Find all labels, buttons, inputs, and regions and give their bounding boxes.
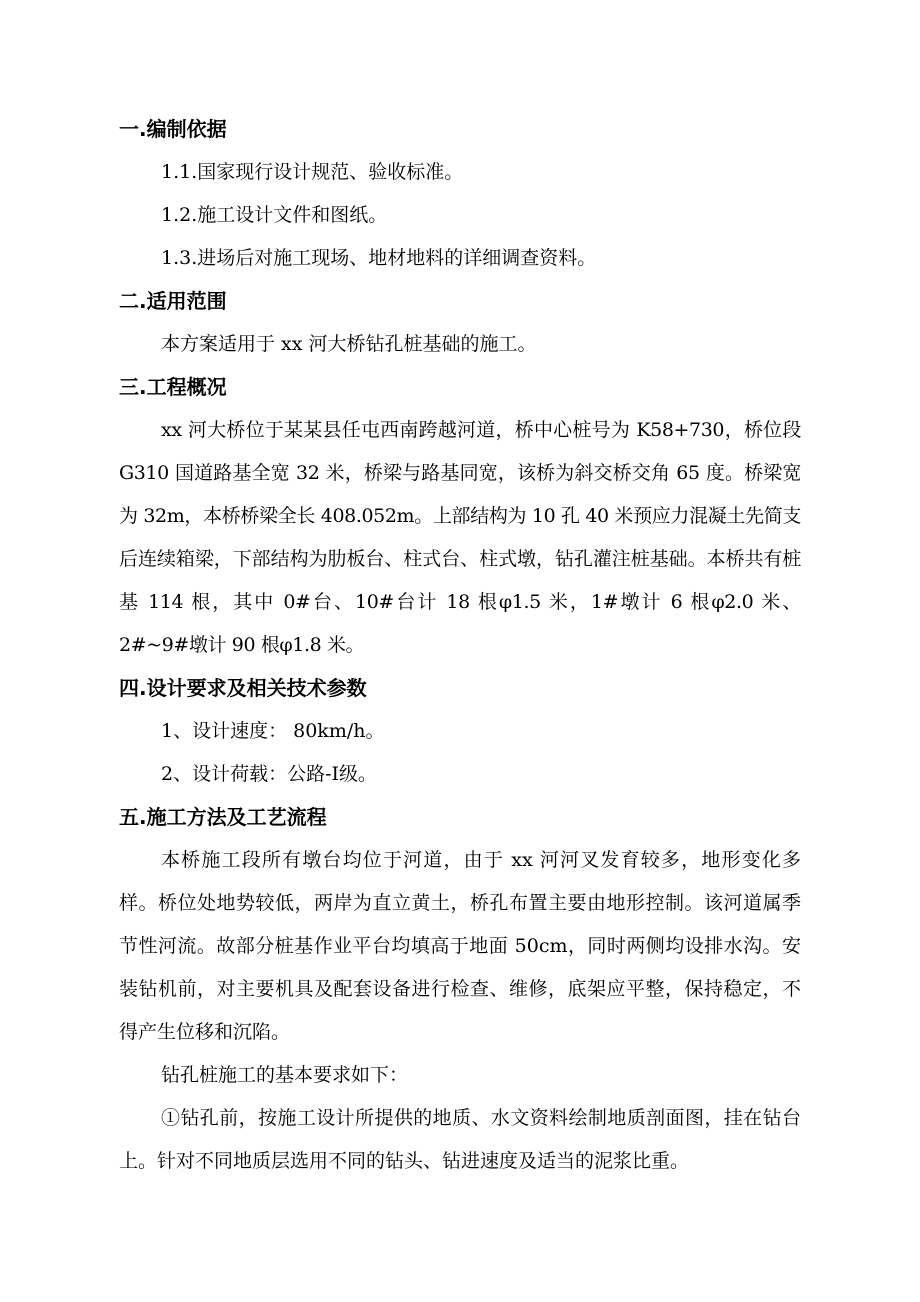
section-heading-scope: 二.适用范围 [119, 289, 227, 313]
section-heading-basis: 一.编制依据 [119, 117, 227, 141]
section-heading-construction-method: 五.施工方法及工艺流程 [119, 805, 327, 829]
paragraph: 钻孔桩施工的基本要求如下： [161, 1064, 409, 1086]
section-heading-design-requirements: 四.设计要求及相关技术参数 [119, 676, 367, 700]
paragraph: ①钻孔前，按施工设计所提供的地质、水文资料绘制地质剖面图，挂在钻台上。针对不同地质层选用不同的钻头、钻进速度及适当的泥浆比重。 [119, 1107, 801, 1172]
list-item: 1.3.进场后对施工现场、地材地料的详细调查资料。 [161, 247, 597, 269]
list-item: 2、设计荷载：公路-Ⅰ级。 [161, 763, 378, 785]
document-body [119, 108, 801, 1183]
list-item: 1、设计速度： 80km/h。 [161, 720, 385, 742]
list-item: 1.1.国家现行设计规范、验收标准。 [161, 161, 464, 183]
paragraph: 本方案适用于 xx 河大桥钻孔桩基础的施工。 [161, 333, 537, 355]
paragraph: 本桥施工段所有墩台均位于河道，由于 xx 河河叉发育较多，地形变化多样。桥位处地势较低，两岸为直立黄土，桥孔布置主要由地形控制。该河道属季节性河流。故部分桩基作业平台均填高于地面 50cm，同时两侧均设排水沟。安装钻机前，对主要机具及配套设备进行检查、维修，底架应平整，保持稳定，不得产生位移和沉陷。 [119, 849, 801, 1043]
paragraph: xx 河大桥位于某某县任屯西南跨越河道，桥中心桩号为 K58+730，桥位段 G310 国道路基全宽 32 米，桥梁与路基同宽，该桥为斜交桥交角 65 度。桥梁宽为 32m，本桥桥梁全长 408.052m。上部结构为 10 孔 40 米预应力混凝土先简支后连续箱梁，下部结构为肋板台、柱式台、柱式墩，钻孔灌注桩基础。本桥共有桩基 114 根，其中 0#台、10#台计 18 根φ1.5 米，1#墩计 6 根φ2.0 米、2#~9#墩计 90 根φ1.8 米。 [119, 419, 801, 656]
list-item: 1.2.施工设计文件和图纸。 [161, 204, 388, 226]
section-heading-overview: 三.工程概况 [119, 375, 227, 399]
